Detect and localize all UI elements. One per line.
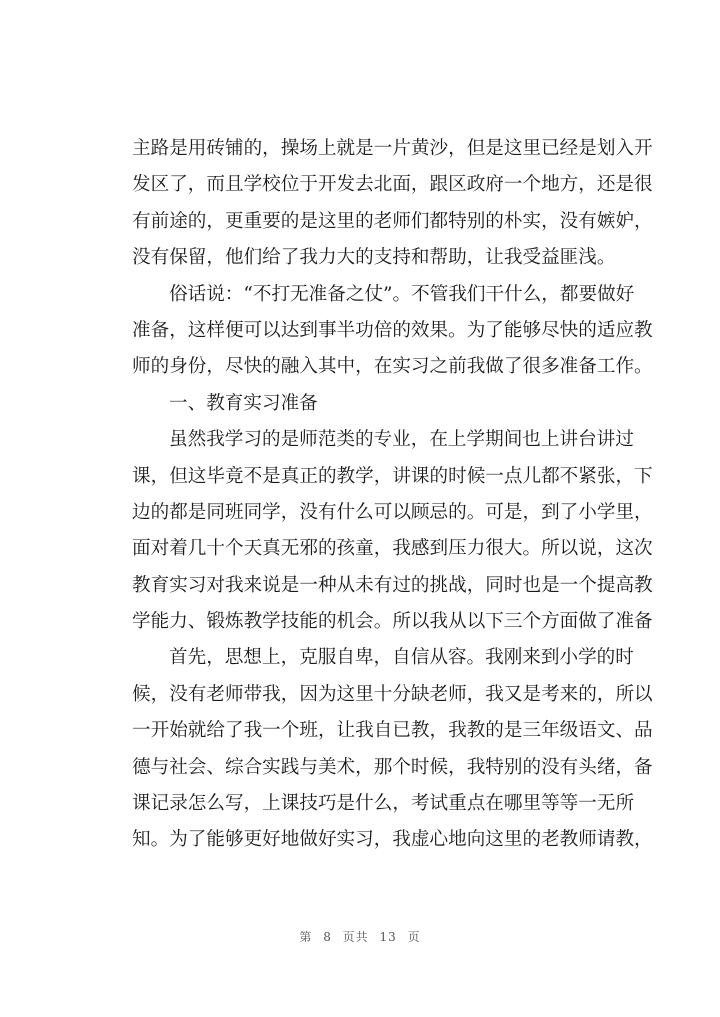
text-line: 准备，这样便可以达到事半功倍的效果。为了能够尽快的适应教 xyxy=(132,319,653,341)
current-page-number: 8 xyxy=(323,930,332,944)
text-line: 边的都是同班同学，没有什么可以顾忌的。可是，到了小学里， xyxy=(132,501,653,523)
text-line: 主路是用砖铺的，操场上就是一片黄沙，但是这里已经是划入开 xyxy=(132,138,653,159)
text-line: 知。为了能够更好地做好实习，我虚心地向这里的老教师请教， xyxy=(132,829,653,851)
page-footer xyxy=(0,928,720,945)
text-line: 发区了，而且学校位于开发去北面，跟区政府一个地方，还是很 xyxy=(132,174,653,196)
text-line: 俗话说：“不打无准备之仗”。不管我们干什么，都要做好 xyxy=(169,283,635,305)
text-line: 虽然我学习的是师范类的专业，在上学期间也上讲台讲过 xyxy=(169,429,634,451)
text-line: 课记录怎么写，上课技巧是什么，考试重点在哪里等等一无所 xyxy=(132,793,635,815)
body-text xyxy=(132,131,653,859)
text-line: 德与社会、综合实践与美术，那个时候，我特别的没有头绪，备 xyxy=(132,756,653,778)
page-label-prefix: 第 xyxy=(299,930,313,944)
text-line: 没有保留，他们给了我力大的支持和帮助，让我受益匪浅。 xyxy=(132,247,616,269)
text-line: 师的身份，尽快的融入其中，在实习之前我做了很多准备工作。 xyxy=(132,356,653,378)
text-line: 首先，思想上，克服自卑，自信从容。我刚来到小学的时 xyxy=(169,647,634,669)
page-label-suffix: 页 xyxy=(407,930,421,944)
text-line: 有前途的，更重要的是这里的老师们都特别的朴实，没有嫉妒， xyxy=(132,210,653,232)
section-heading: 一、教育实习准备 xyxy=(169,392,318,414)
text-line: 面对着几十个天真无邪的孩童，我感到压力很大。所以说，这次 xyxy=(132,538,653,560)
page-label-mid: 页共 xyxy=(342,930,369,944)
text-line: 一开始就给了我一个班，让我自已教，我教的是三年级语文、品 xyxy=(132,720,653,742)
text-line: 候，没有老师带我，因为这里十分缺老师，我又是考来的，所以 xyxy=(132,683,653,705)
text-line: 课，但这毕竟不是真正的教学，讲课的时候一点儿都不紧张，下 xyxy=(132,465,653,487)
text-line: 教育实习对我来说是一种从未有过的挑战，同时也是一个提高教 xyxy=(132,574,653,596)
total-pages-number: 13 xyxy=(379,930,397,944)
text-line: 学能力、锻炼教学技能的机会。所以我从以下三个方面做了准备 xyxy=(132,611,653,633)
